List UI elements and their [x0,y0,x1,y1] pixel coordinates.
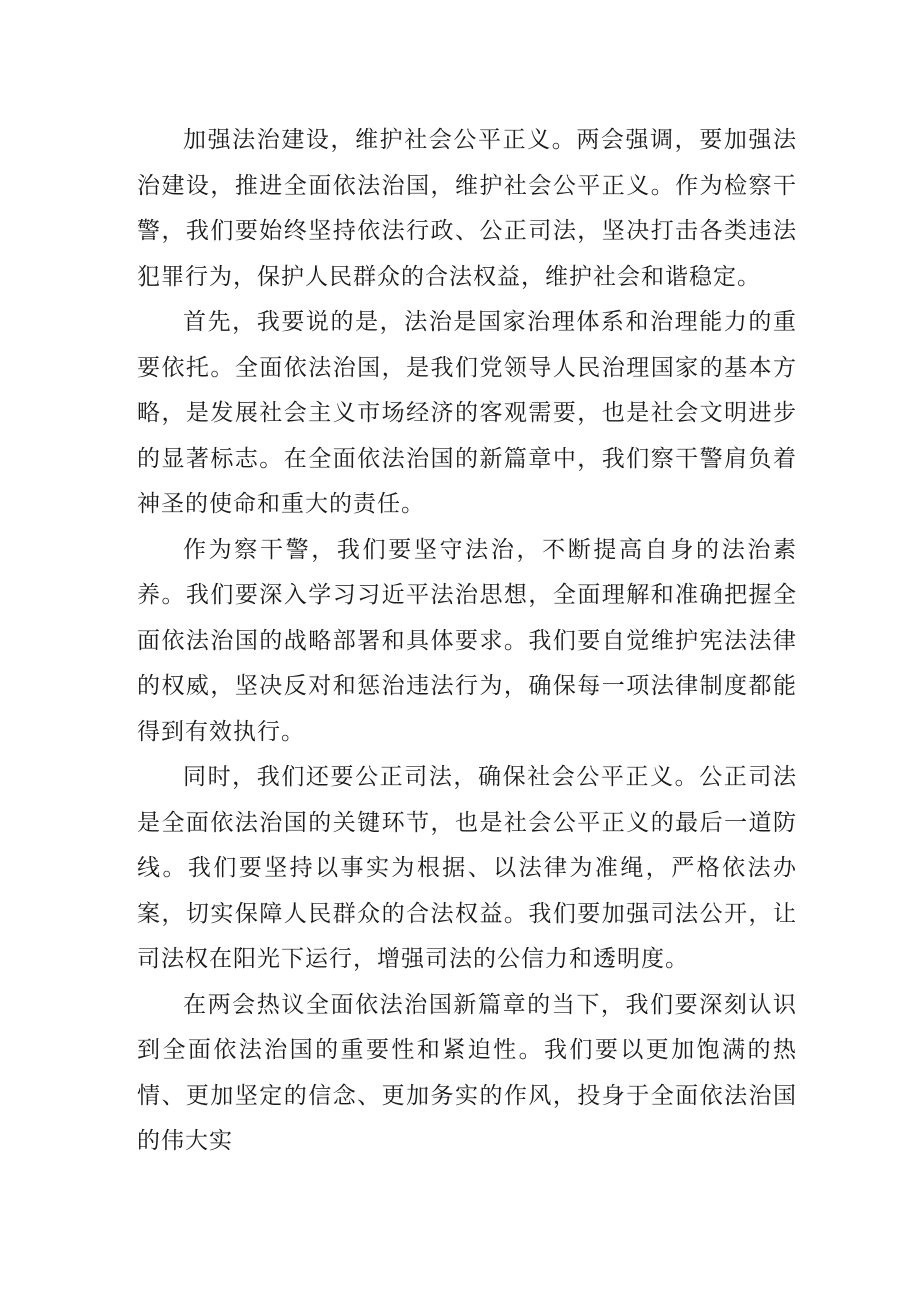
paragraph-2: 首先，我要说的是，法治是国家治理体系和治理能力的重要依托。全面依法治国，是我们党领导人民治理国家的基本方略，是发展社会主义市场经济的客观需要，也是社会文明进步的显著标志。在全面依法治国的新篇章中，我们察干警肩负着神圣的使命和重大的责任。 [137,309,797,517]
paragraph-5: 在两会热议全面依法治国新篇章的当下，我们要深刻认识到全面依法治国的重要性和紧迫性。我们要以更加饱满的热情、更加坚定的信念、更加务实的作风，投身于全面依法治国的伟大实 [137,991,797,1154]
document-body [137,118,797,1165]
paragraph-1: 加强法治建设，维护社会公平正义。两会强调，要加强法治建设，推进全面依法治国，维护社会公平正义。作为检察干警，我们要始终坚持依法行政、公正司法，坚决打击各类违法犯罪行为，保护人民群众的合法权益，维护社会和谐稳定。 [137,127,797,290]
paragraph-3: 作为察干警，我们要坚守法治，不断提高自身的法治素养。我们要深入学习习近平法治思想，全面理解和准确把握全面依法治国的战略部署和具体要求。我们要自觉维护宪法法律的权威，坚决反对和惩治违法行为，确保每一项法律制度都能得到有效执行。 [137,536,797,745]
paragraph-4: 同时，我们还要公正司法，确保社会公平正义。公正司法是全面依法治国的关键环节，也是社会公平正义的最后一道防线。我们要坚持以事实为根据、以法律为准绳，严格依法办案，切实保障人民群众的合法权益。我们要加强司法公开，让司法权在阳光下运行，增强司法的公信力和透明度。 [137,764,797,972]
